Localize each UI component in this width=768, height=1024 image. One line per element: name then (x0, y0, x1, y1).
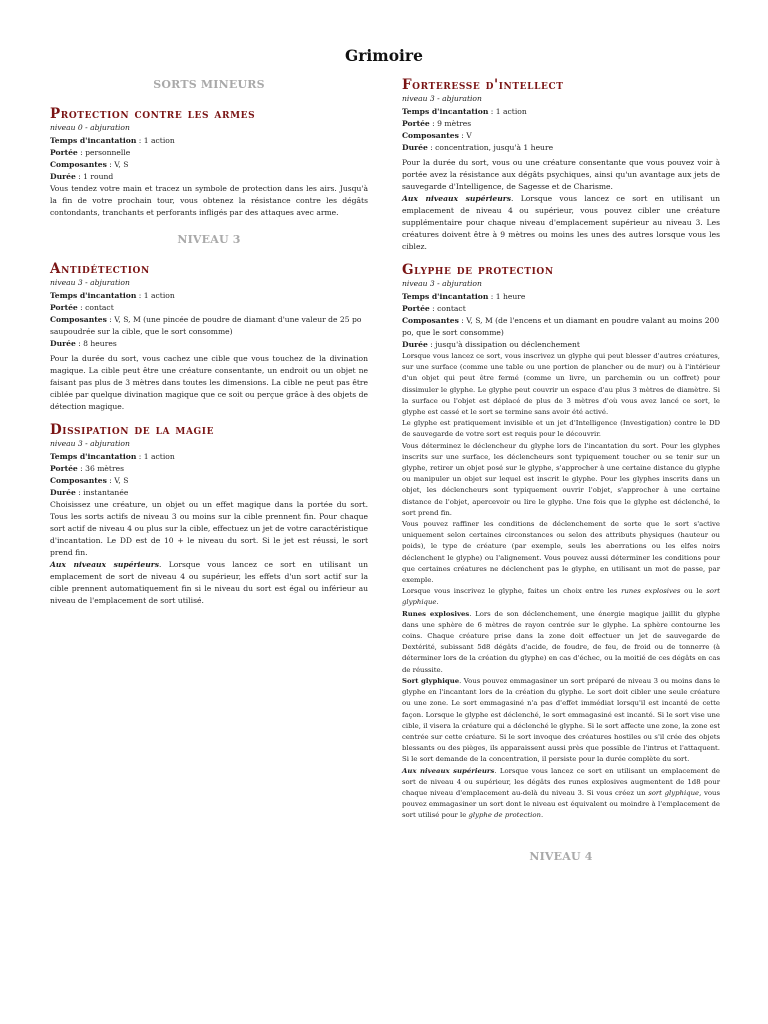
spell-school: niveau 3 - abjuration (50, 278, 130, 287)
runes-explosives: Runes explosives. Lors de son déclenchement, une énergie magique jaillit du glyphe dans une sphère de 6 mètres de rayon centrée sur le glyphe. La sphère contourne les coins. Chaque créature prise dans la zone doit effectuer un jet de sauvegarde de Dextérité, subissant 5d8 dégâts d'acide, de foudre, de feu, de froid ou de tonnerre (à déterminer lors de la création du glyphe) en cas d'échec, ou la moitié de ces dégâts en cas de réussite. (402, 609, 721, 674)
casting-time: Temps d'incantation : 1 action (402, 107, 527, 116)
range: Portée : 36 mètres (50, 464, 124, 473)
casting-time: Temps d'incantation : 1 action (50, 291, 175, 300)
duration: Durée : 8 heures (50, 339, 117, 348)
range: Portée : personnelle (50, 148, 131, 157)
spell-glyphe-de-protection (402, 263, 720, 822)
spell-description-p5: Lorsque vous inscrivez le glyphe, faites un choix entre les runes explosives ou le sort glyphique. (402, 587, 721, 607)
spell-school: niveau 3 - abjuration (402, 94, 482, 103)
duration: Durée : 1 round (50, 172, 114, 181)
casting-time: Temps d'incantation : 1 action (50, 136, 175, 145)
spell-description-p3: Vous déterminez le déclencheur du glyphe lors de l'incantation du sort. Pour les glyphes inscrits sur une surface, les déclencheurs sont typiquement toucher ou se tenir sur un glyphe, retirer un objet posé sur le glyphe, s'approcher à une certaine distance du glyphe ou manipuler un objet sur lequel est inscrit le glyphe. Pour les glyphes inscrits dans un objet, les déclencheurs sont typiquement ouvrir l'objet, s'approcher à une certaine distance de l'objet, apercevoir ou lire le glyphe. Une fois que le glyphe est déclenché, le sort prend fin. (402, 441, 720, 517)
duration: Durée : concentration, jusqu'à 1 heure (402, 143, 554, 152)
spell-description: Pour la durée du sort, vous ou une créature consentante que vous pouvez voir à portée avez la résistance aux dégâts psychiques, ainsi qu'un avantage aux jets de sauvegarde d'Intelligence, de Sagesse et de Charisme. (402, 158, 720, 191)
spell-description-p2: Le glyphe est pratiquement invisible et un jet d'Intelligence (Investigation) contre le DD de sauvegarde de votre sort est requis pour le découvrir. (402, 419, 720, 439)
range: Portée : contact (50, 303, 114, 312)
spell-description-p1: Lorsque vous lancez ce sort, vous inscrivez un glyphe qui peut blesser d'autres créatures, sur une surface (comme une table ou une portion de plancher ou de mur) ou à l'intérieur d'un objet qui peut être fermé (comme un livre, un parchemin ou un coffret) pour dissimuler le glyphe. Le glyphe peut couvrir un espace d'au plus 3 mètres de diamètre. Si la surface ou l'objet est déplacé de plus de 3 mètres d'où vous avez lancé ce sort, le glyphe est cassé et le sort se termine sans avoir été activé. (402, 352, 720, 417)
casting-time: Temps d'incantation : 1 heure (402, 292, 526, 301)
page-title: Grimoire (345, 46, 423, 65)
casting-time: Temps d'incantation : 1 action (50, 452, 175, 461)
higher-levels: Aux niveaux supérieurs. Lorsque vous lancez ce sort en utilisant un emplacement de sort de niveau 4 ou supérieur, les dégâts des runes explosives augmentent de 1d8 pour chaque niveau d'emplacement au-delà du niveau 3. Si vous créez un sort glyphique, vous pouvez emmagasiner un sort dont le niveau est équivalent ou moindre à l'emplacement de sort utilisé pour le glyphe de protection. (402, 766, 721, 820)
right-column (402, 78, 720, 879)
components: Composantes : V, S (50, 160, 129, 169)
spell-description: Choisissez une créature, un objet ou un effet magique dans la portée du sort. Tous les sorts actifs de niveau 3 ou moins sur la cible prennent fin. Pour chaque sort actif de niveau 4 ou plus sur la cible, effectuez un jet de votre caractéristique d'incantation. Le DD est de 10 + le niveau du sort. Si le jet est réussi, le sort prend fin. (50, 500, 368, 557)
range: Portée : contact (402, 304, 466, 313)
spell-name: Forteresse d'intellect (402, 77, 564, 93)
spell-forteresse-d-intellect (402, 78, 720, 253)
components: Composantes : V, S, M (une pincée de poudre de diamant d'une valeur de 25 po saupoudrée sur la cible, que le sort consomme) (50, 315, 362, 336)
spell-description: Vous tendez votre main et tracez un symbole de protection dans les airs. Jusqu'à la fin de votre prochain tour, vous obtenez la résistance contre les dégâts contondants, tranchants et perforants infligés par des attaques avec arme. (50, 184, 368, 217)
components: Composantes : V, S, M (de l'encens et un diamant en poudre valant au moins 200 po, que le sort consomme) (402, 316, 720, 337)
sort-glyphique: Sort glyphique. Vous pouvez emmagasiner un sort préparé de niveau 3 ou moins dans le glyphe en l'incantant lors de la création du glyphe. Le sort doit cibler une seule créature ou une zone. Le sort emmagasiné n'a pas d'effet immédiat lorsqu'il est incanté de cette façon. Lorsque le glyphe est déclenché, le sort emmagasiné est incanté. Si le sort vise une cible, il visera la créature qui a déclenché le glyphe. Si le sort affecte une zone, la zone est centrée sur cette créature. Si le sort invoque des créatures hostiles ou s'il crée des objets blessants ou des pièges, ils apparaissent aussi près que possible de l'intrus et l'attaquent. Si le sort demande de la concentration, il persiste pour la durée complète du sort. (402, 676, 720, 764)
higher-levels: Aux niveaux supérieurs. Lorsque vous lancez ce sort en utilisant un emplacement de niveau 4 ou supérieur, vous pouvez cibler une créature supplémentaire pour chaque niveau d'emplacement supérieur au niveau 3. Les créatures doivent être à 9 mètres ou moins les unes des autres lorsque vous les ciblez. (402, 194, 721, 251)
spell-name: Antidétection (50, 261, 150, 277)
spell-school: niveau 3 - abjuration (402, 279, 482, 288)
spell-school: niveau 3 - abjuration (50, 439, 130, 448)
components: Composantes : V, S (50, 476, 129, 485)
level-heading-4: NIVEAU 4 (529, 849, 593, 863)
duration: Durée : jusqu'à dissipation ou déclenchement (402, 340, 580, 349)
spell-school: niveau 0 - abjuration (50, 123, 130, 132)
level-heading-cantrips: SORTS MINEURS (153, 78, 265, 91)
spell-description-p4: Vous pouvez raffiner les conditions de déclenchement de sorte que le sort s'active uniquement selon certaines circonstances ou selon des attributs physiques (hauteur ou poids), le type de créature (par exemple, seuls les aberrations ou les elfes noirs déclenchent le glyphe) ou l'alignement. Vous pouvez aussi déterminer les conditions pour que certaines créatures ne déclenchent pas le glyphe, en utilisant un mot de passe, par exemple. (402, 520, 720, 585)
spell-protection-contre-les-armes (50, 107, 368, 219)
spell-name: Dissipation de la magie (50, 422, 215, 438)
spell-antidetection (50, 262, 368, 413)
spell-dissipation-de-la-magie (50, 423, 368, 607)
spell-name: Glyphe de protection (402, 262, 554, 278)
range: Portée : 9 mètres (402, 119, 472, 128)
spell-name: Protection contre les armes (50, 106, 256, 122)
level-heading-3: NIVEAU 3 (177, 233, 241, 246)
left-column (50, 78, 368, 607)
spell-description: Pour la durée du sort, vous cachez une cible que vous touchez de la divination magique. La cible peut être une créature consentante, un endroit ou un objet ne faisant pas plus de 3 mètres dans toutes les dimensions. La cible ne peut pas être ciblée par quelque divination magique que ce soit ou perçue grâce à des objets de détection magique. (50, 354, 368, 411)
duration: Durée : instantanée (50, 488, 129, 497)
components: Composantes : V (402, 131, 472, 140)
higher-levels: Aux niveaux supérieurs. Lorsque vous lancez ce sort en utilisant un emplacement de sort de niveau 4 ou supérieur, les effets d'un sort actif sur la cible prennent automatiquement fin si le niveau du sort est égal ou inférieur au niveau de l'emplacement de sort utilisé. (50, 560, 369, 605)
